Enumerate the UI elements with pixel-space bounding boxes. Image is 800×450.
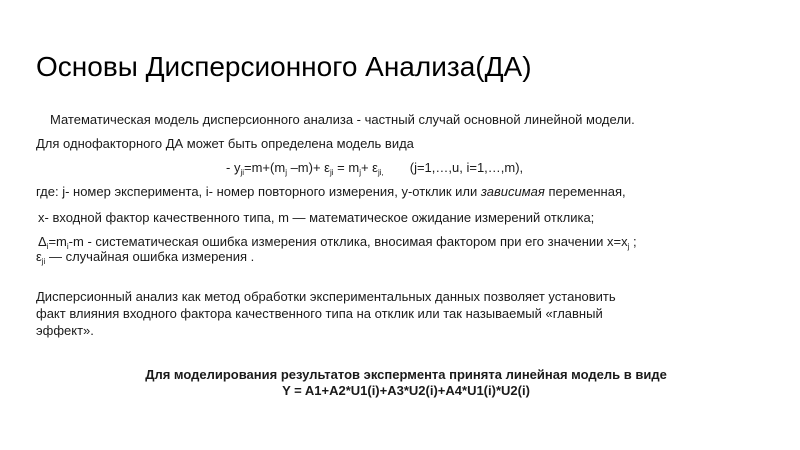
- where-part: где: j- номер эксперимента, i- номер повторного измерения, y-отклик или: [36, 184, 481, 199]
- paragraph-line: Дисперсионный анализ как метод обработки экспериментальных данных позволяет установить: [36, 289, 616, 304]
- where-italic: зависимая: [480, 184, 545, 199]
- formula-part: –m)+ ε: [286, 160, 330, 175]
- delta-part: =m: [48, 234, 67, 249]
- paragraph-line: факт влияния входного фактора качественного типа на отклик или так называемый «главный: [36, 306, 603, 321]
- formula-sub: j: [359, 168, 361, 177]
- epsilon-part: — случайная ошибка измерения .: [45, 249, 255, 264]
- formula-sub: ji,: [377, 168, 384, 177]
- epsilon-part: ε: [36, 249, 42, 264]
- delta-part: -m - систематическая ошибка измерения отклика, вносимая фактором при его значении x=x: [68, 234, 628, 249]
- analysis-paragraph: [36, 288, 746, 339]
- delta-part: ;: [629, 234, 637, 249]
- where-part: переменная,: [544, 184, 626, 199]
- model-formula: [226, 160, 523, 176]
- model-intro-text: Для однофакторного ДА может быть определена модель вида: [36, 136, 414, 151]
- input-factor-text: x- входной фактор качественного типа, m — математическое ожидание измерений отклика;: [38, 210, 595, 225]
- intro-text: Математическая модель дисперсионного анализа - частный случай основной линейной модели.: [50, 112, 635, 127]
- formula-part: =m+(m: [244, 160, 286, 175]
- formula-part: = m: [333, 160, 360, 175]
- epsilon-sub: ji: [41, 257, 46, 266]
- linear-model-footer: [36, 367, 776, 399]
- delta-sub: j: [627, 242, 630, 251]
- footer-line: Для моделирования результатов эксперментa принята линейная модель в виде: [145, 367, 667, 382]
- paragraph-line: эффект».: [36, 323, 94, 338]
- where-text: [36, 184, 626, 200]
- delta-sub: i: [66, 242, 69, 251]
- epsilon-text: [36, 249, 254, 265]
- formula-part: - y: [226, 160, 241, 175]
- delta-text: [38, 234, 637, 250]
- delta-part: Δ: [38, 234, 47, 249]
- footer-formula: Y = A1+A2*U1(i)+A3*U2(i)+A4*U1(i)*U2(i): [282, 383, 530, 398]
- formula-sub: ji: [240, 168, 245, 177]
- formula-indices: (j=1,…,u, i=1,…,m),: [409, 160, 524, 175]
- formula-sub: j: [285, 168, 287, 177]
- slide-title: Основы Дисперсионного Анализа(ДА): [36, 51, 532, 82]
- delta-sub: i: [46, 242, 49, 251]
- formula-part: + ε: [360, 160, 378, 175]
- formula-sub: ji: [329, 168, 334, 177]
